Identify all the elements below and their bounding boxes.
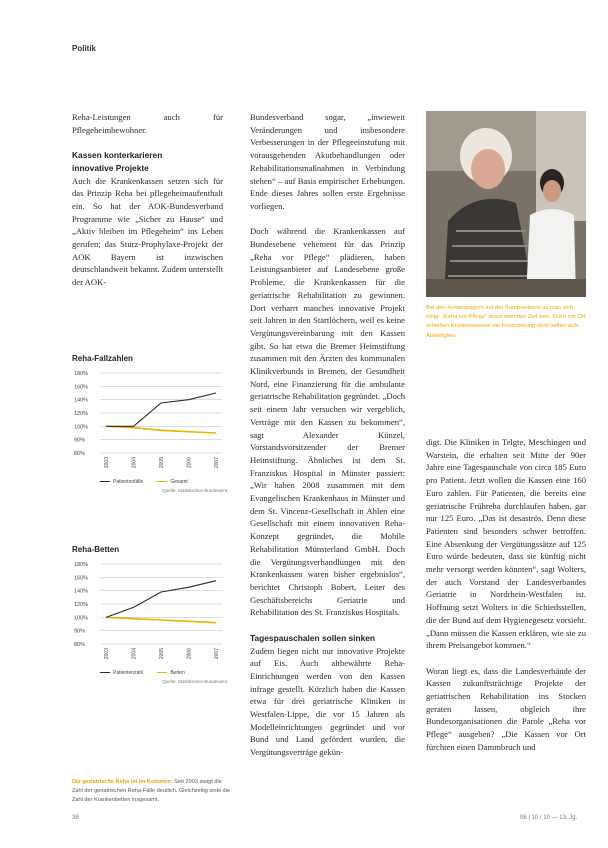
series-line <box>106 426 216 433</box>
paragraph: Auch die Krankenkassen setzen sich für das Prinzip Reha bei pflegeheimaufenthalt ein. So hat der AOK-Bundesverband Programme wie „Sicher zu Hause“ und „Aktiv bleiben im Pflegeheim“ ins Leben gerufen; das Sturz-Prophylaxe-Projekt der AOK Bayern ist inzwischen deutschlandweit bekannt. Zudem unterstellt der AOK- <box>72 175 223 288</box>
series-line <box>106 393 216 426</box>
chart-reha-betten <box>72 545 227 684</box>
paragraph: Zudem liegen nicht nur innovative Projekte auf Eis. Auch altbewährte Reha-Einrichtungen werden von den Kassen infrage gestellt. Kürzlich haben die Kassen etwa für drei geriatrische Kliniken in Westfalen-Lippe, die vor 15 Jahren als Modelleinrichtungen gegründet und vor Bund und Land gefördert wurden, die Vergütungsverträge gekün- <box>250 645 405 758</box>
legend-label: Gesamt <box>170 479 188 485</box>
article-photo <box>426 111 586 297</box>
legend-swatch <box>157 481 167 483</box>
chart-legend <box>72 479 227 485</box>
y-tick-label: 160% <box>74 575 89 582</box>
legend-swatch <box>100 481 110 483</box>
chart-caption <box>72 778 232 805</box>
legend-label: Betten <box>170 670 185 676</box>
paragraph: digt. Die Kliniken in Telgte, Meschingen und Warstein, die erhalten seit Mitte der 90er Jahre eine Tagespauschale von circa 185 Euro pro Patient. Jetzt wollen die Kassen eine 160 Euro zahlen. Für Patienten, die bereits eine geriatrische Frühreha durchlaufen haben, gar nur 125 Euro. „Das ist desaströs. Denn diese Patienten sind besonders schwer betroffen. Eine Absenkung der Vergütungssätze auf 125 Euro würde bedeuten, dass sie künftig nicht mehr versorgt werden könnten“, sagt Wolters, der auch Vorstand der Landesverbandes Geriatrie in Nordrhein-Westfalen ist. Hoffnung setzt Wolters in die Schiedsstellen, die der Bund auf dem Hygienegesetz vorsieht. „Dann müssen die Kassen erklären, wie sie zu ihrem Preisangebot kommen.“ <box>426 437 586 651</box>
chart-title: Reha-Fallzahlen <box>72 354 133 363</box>
paragraph: Woran liegt es, dass die Landesverbände der Kassen zukunftsträchtige Projekte der geriatrischen Rehabilitation ins Stocken geraten lassen, obgleich ihre Bundesorganisationen die Parole „Reha vor Pflege“ ausgeben? „Die Kassen vor Ort fürchten einen Dammbruch und <box>426 665 586 752</box>
y-tick-label: 120% <box>74 602 89 608</box>
y-tick-label: 90% <box>74 437 86 444</box>
photo-caption: Bei den Kostenträgern auf der Bundesebene ist man sich einig: „Reha vor Pflege“ muss oberstes Ziel sein. Doch vor Ort schieben Krankenkassen die Finanzierung nicht selten aufs Abstellgleis. <box>426 305 586 339</box>
subheading: Kassen konterkarieren <box>72 150 163 161</box>
chart-canvas <box>72 558 227 668</box>
legend-item <box>100 479 143 485</box>
y-tick-label: 120% <box>74 411 89 417</box>
y-tick-label: 90% <box>74 628 86 635</box>
y-tick-label: 100% <box>74 424 89 431</box>
caption-lead: Die geriatrische Reha ist im Kommen: <box>72 779 173 785</box>
paragraph: Doch während die Krankenkassen auf Bundesebene vehement für das Prinzip „Reha vor Pflege“ plädieren, haben Leistungsanbieter auf Landesebene große Probleme, die Krankenkassen für die geriatrische Rehabilitation zu gewinnen. Dort verharrt manches innovative Projekt seit Jahren in den Startlöchern, weil es keine Vergütungsvereinbarung mit den Kassen gibt. So hat etwa die Bremer Heimstiftung zusammen mit den Ärzten des kommunalen Klinikverbunds in Bremen, der Gesundheit Nord, eine Finanzierung für die ambulante geriatrische Rehabilitation gegründet. „Doch seit einem Jahr versuchen wir vergeblich, Verträge mit den Kassen zu bekommen“, sagt Alexander Künzel, Vorstandsvorsitzender der Bremer Heimstiftung. Ähnliches ist dem St. Franziskus Hospital in Münster passiert: „Wir haben 2008 zusammen mit dem Evangelischen Krankenhaus in Münster und dem St. Vincenz-Gesellschaft in Ahlen eine Gesellschaft mit einem innovativen Reha-Konzept gegründet, die Mobile Rehabilitation Münsterland GmbH. Doch die Vergütungsverhandlungen mit den Krankenkassen waren bisher ergebnislos“, berichtet Christoph Bobert, Leiter des Geschäftsbereichs Geriatrie und Rehabilitation des St. Franziskus Hospitals. <box>250 226 405 618</box>
y-tick-label: 80% <box>74 451 86 457</box>
x-tick-label: 2003 <box>104 457 110 469</box>
chart-canvas <box>72 367 227 477</box>
photo-elderly-woman-with-caregiver <box>426 111 586 297</box>
legend-swatch <box>100 672 110 674</box>
legend-item <box>157 479 188 485</box>
x-tick-label: 2004 <box>131 648 138 660</box>
page-number: 38 <box>72 815 79 821</box>
legend-item <box>100 670 143 676</box>
paragraph: Bundesverband sogar, „inwieweit Veränderungen und insbesondere Verbesserungen in der Pflegeeinstufung mit vorausgehenden Akutbehandlungen oder Rehabilitationsmaßnahmen in Verbindung stehen“ – auf Basis empirischer Erhebungen. Ende dieses Jahres sollen erste Ergebnisse vorliegen. <box>250 112 405 211</box>
x-tick-label: 2006 <box>186 457 193 469</box>
column-2 <box>250 111 405 772</box>
x-tick-label: 2006 <box>186 648 193 660</box>
legend-item <box>157 670 184 676</box>
legend-label: Patientenzahl <box>113 670 144 676</box>
chart-title: Reha-Betten <box>72 545 120 554</box>
chart-legend <box>72 670 227 676</box>
column-3 <box>426 436 586 766</box>
x-tick-label: 2007 <box>214 457 220 469</box>
legend-swatch <box>157 672 167 674</box>
series-line <box>106 581 216 618</box>
x-tick-label: 2004 <box>131 457 138 469</box>
y-tick-label: 80% <box>74 642 86 648</box>
y-tick-label: 140% <box>74 588 89 595</box>
x-tick-label: 2005 <box>159 457 165 469</box>
section-tag: Politik <box>72 44 97 53</box>
paragraph: Reha-Leistungen auch für Pflegeheimbewohner. <box>72 112 223 135</box>
caption-text: Seit 2003 steigt die Zahl der geriatrischen Reha-Fälle deutlich. Gleichzeitig sinkt die Zahl der Krankenbetten insgesamt. <box>72 779 230 803</box>
subheading: Tagespauschalen sollen sinken <box>250 632 376 643</box>
subheading: innovative Projekte <box>72 162 149 173</box>
issue-info: 06 | 10 / 10 — 13. Jg. <box>520 815 578 821</box>
y-tick-label: 160% <box>74 384 89 391</box>
chart-source: Quelle: Statistisches Bundesamt <box>162 488 227 493</box>
x-tick-label: 2007 <box>214 648 220 660</box>
chart-reha-fallzahlen <box>72 354 227 493</box>
column-1 <box>72 111 223 302</box>
series-line <box>106 617 216 622</box>
y-tick-label: 180% <box>74 562 89 568</box>
chart-source: Quelle: Statistisches Bundesamt <box>162 679 227 684</box>
x-tick-label: 2003 <box>104 648 110 660</box>
y-tick-label: 180% <box>74 371 89 377</box>
y-tick-label: 100% <box>74 615 89 622</box>
y-tick-label: 140% <box>74 397 89 404</box>
legend-label: Patientenfälle <box>113 479 144 485</box>
x-tick-label: 2005 <box>159 648 165 660</box>
